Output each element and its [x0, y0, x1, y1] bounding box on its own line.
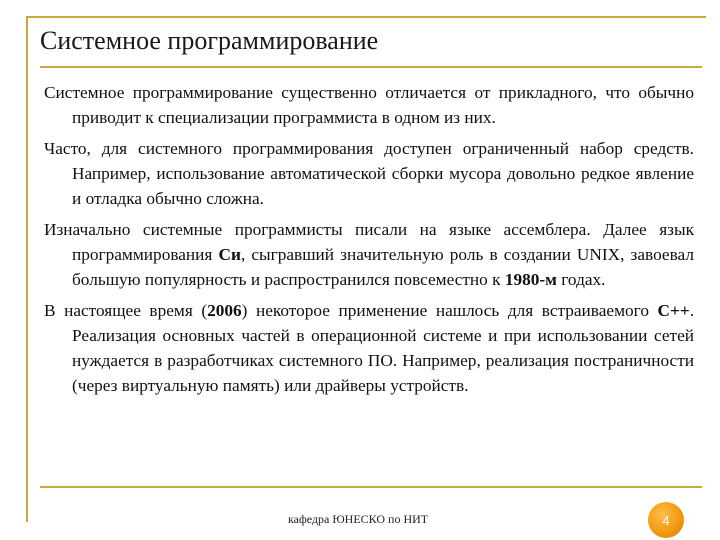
bold-term: C++ — [657, 301, 690, 320]
title-underline-rule — [40, 66, 702, 68]
paragraph-3: Изначально системные программисты писали на языке ассемблера. Далее язык программирования Си, сыгравший значительную роль в создании UNIX, завоевал большую популярность и распространился повсеместно к 1980-м годах. — [44, 220, 694, 289]
paragraph-1: Системное программирование существенно отличается от прикладного, что обычно приводит к специализации программиста в одном из них. — [44, 83, 694, 127]
bold-term: 2006 — [207, 301, 242, 320]
bold-term: 1980-м — [504, 270, 557, 289]
paragraph-4: В настоящее время (2006) некоторое применение нашлось для встраиваемого C++. Реализация основных частей в операционной системе и при использовании сетей нуждается в разработчиках системного ПО. Например, реализация постраничности (через виртуальную память) или драйверы устройств. — [44, 301, 695, 395]
slide-body — [44, 80, 694, 404]
paragraph-2: Часто, для системного программирования доступен ограниченный набор средств. Например, использование автоматической сборки мусора довольно редкое явление и отладка обычно сложна. — [44, 139, 694, 208]
footer-rule — [40, 486, 702, 488]
left-vertical-rule — [26, 16, 28, 522]
slide-title: Системное программирование — [40, 26, 379, 55]
page-number-badge: 4 — [648, 502, 684, 538]
bold-term: Си — [218, 245, 241, 264]
footer-text: кафедра ЮНЕСКО по НИТ — [288, 512, 429, 526]
top-rule — [26, 16, 706, 18]
